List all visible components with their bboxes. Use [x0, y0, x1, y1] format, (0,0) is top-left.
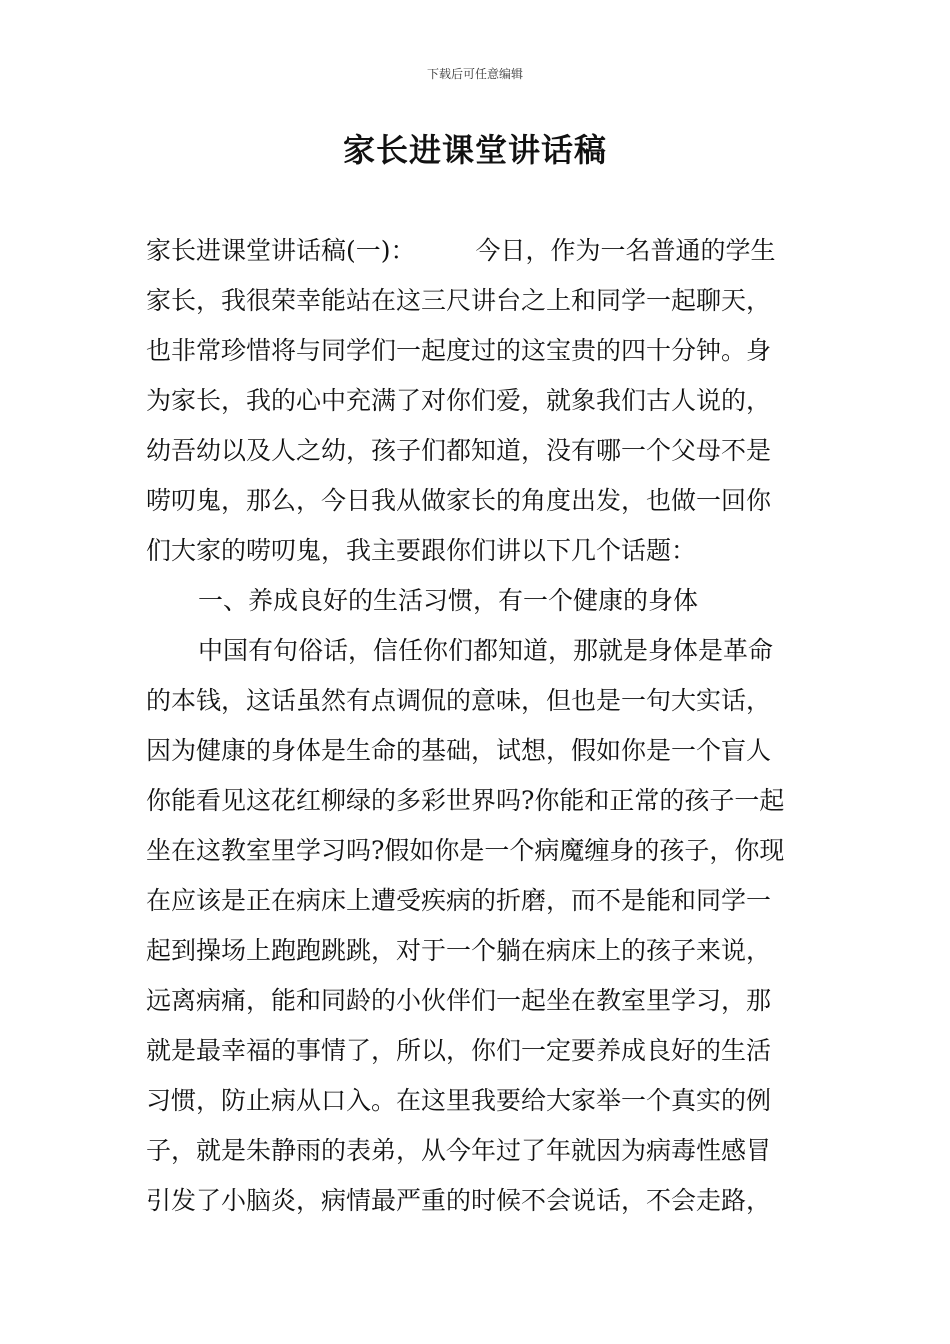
- body-line: 远离病痛，能和同龄的小伙伴们一起坐在教室里学习，那: [146, 986, 772, 1015]
- body-line: 家长，我很荣幸能站在这三尺讲台之上和同学一起聊天，: [146, 286, 772, 315]
- body-line: 就是最幸福的事情了，所以，你们一定要养成良好的生活: [146, 1036, 772, 1065]
- document-title: 家长进课堂讲话稿: [342, 131, 607, 169]
- body-line: 因为健康的身体是生命的基础，试想，假如你是一个盲人: [146, 736, 772, 765]
- header-note: 下载后可任意编辑: [426, 67, 523, 81]
- body-line: 为家长，我的心中充满了对你们爱，就象我们古人说的，: [146, 386, 772, 415]
- body-text: [146, 226, 808, 1226]
- body-line: 们大家的唠叨鬼，我主要跟你们讲以下几个话题：: [146, 536, 697, 565]
- body-line: 中国有句俗话，信任你们都知道，那就是身体是革命: [198, 636, 774, 665]
- speech-subtitle: 家长进课堂讲话稿(一)：: [146, 236, 416, 265]
- body-line: 也非常珍惜将与同学们一起度过的这宝贵的四十分钟。身: [146, 336, 772, 365]
- body-line: 的本钱，这话虽然有点调侃的意味，但也是一句大实话，: [146, 686, 772, 715]
- body-line: [146, 226, 808, 276]
- body-line: 起到操场上跑跑跳跳，对于一个躺在病床上的孩子来说，: [146, 936, 772, 965]
- body-line: 你能看见这花红柳绿的多彩世界吗?你能和正常的孩子一起: [146, 786, 785, 815]
- body-line: 子，就是朱静雨的表弟，从今年过了年就因为病毒性感冒: [146, 1136, 772, 1165]
- body-line: 在应该是正在病床上遭受疾病的折磨，而不是能和同学一: [146, 886, 772, 915]
- body-line: 引发了小脑炎，病情最严重的时候不会说话，不会走路，: [146, 1186, 772, 1215]
- body-line: 唠叨鬼，那么，今日我从做家长的角度出发，也做一回你: [146, 486, 772, 515]
- section-heading: 一、养成良好的生活习惯，有一个健康的身体: [198, 586, 699, 615]
- body-line: 幼吾幼以及人之幼，孩子们都知道，没有哪一个父母不是: [146, 436, 772, 465]
- body-line: 习惯，防止病从口入。在这里我要给大家举一个真实的例: [146, 1086, 772, 1115]
- body-line: 坐在这教室里学习吗?假如你是一个病魔缠身的孩子，你现: [146, 836, 785, 865]
- body-line-text: 今日，作为一名普通的学生: [475, 236, 776, 265]
